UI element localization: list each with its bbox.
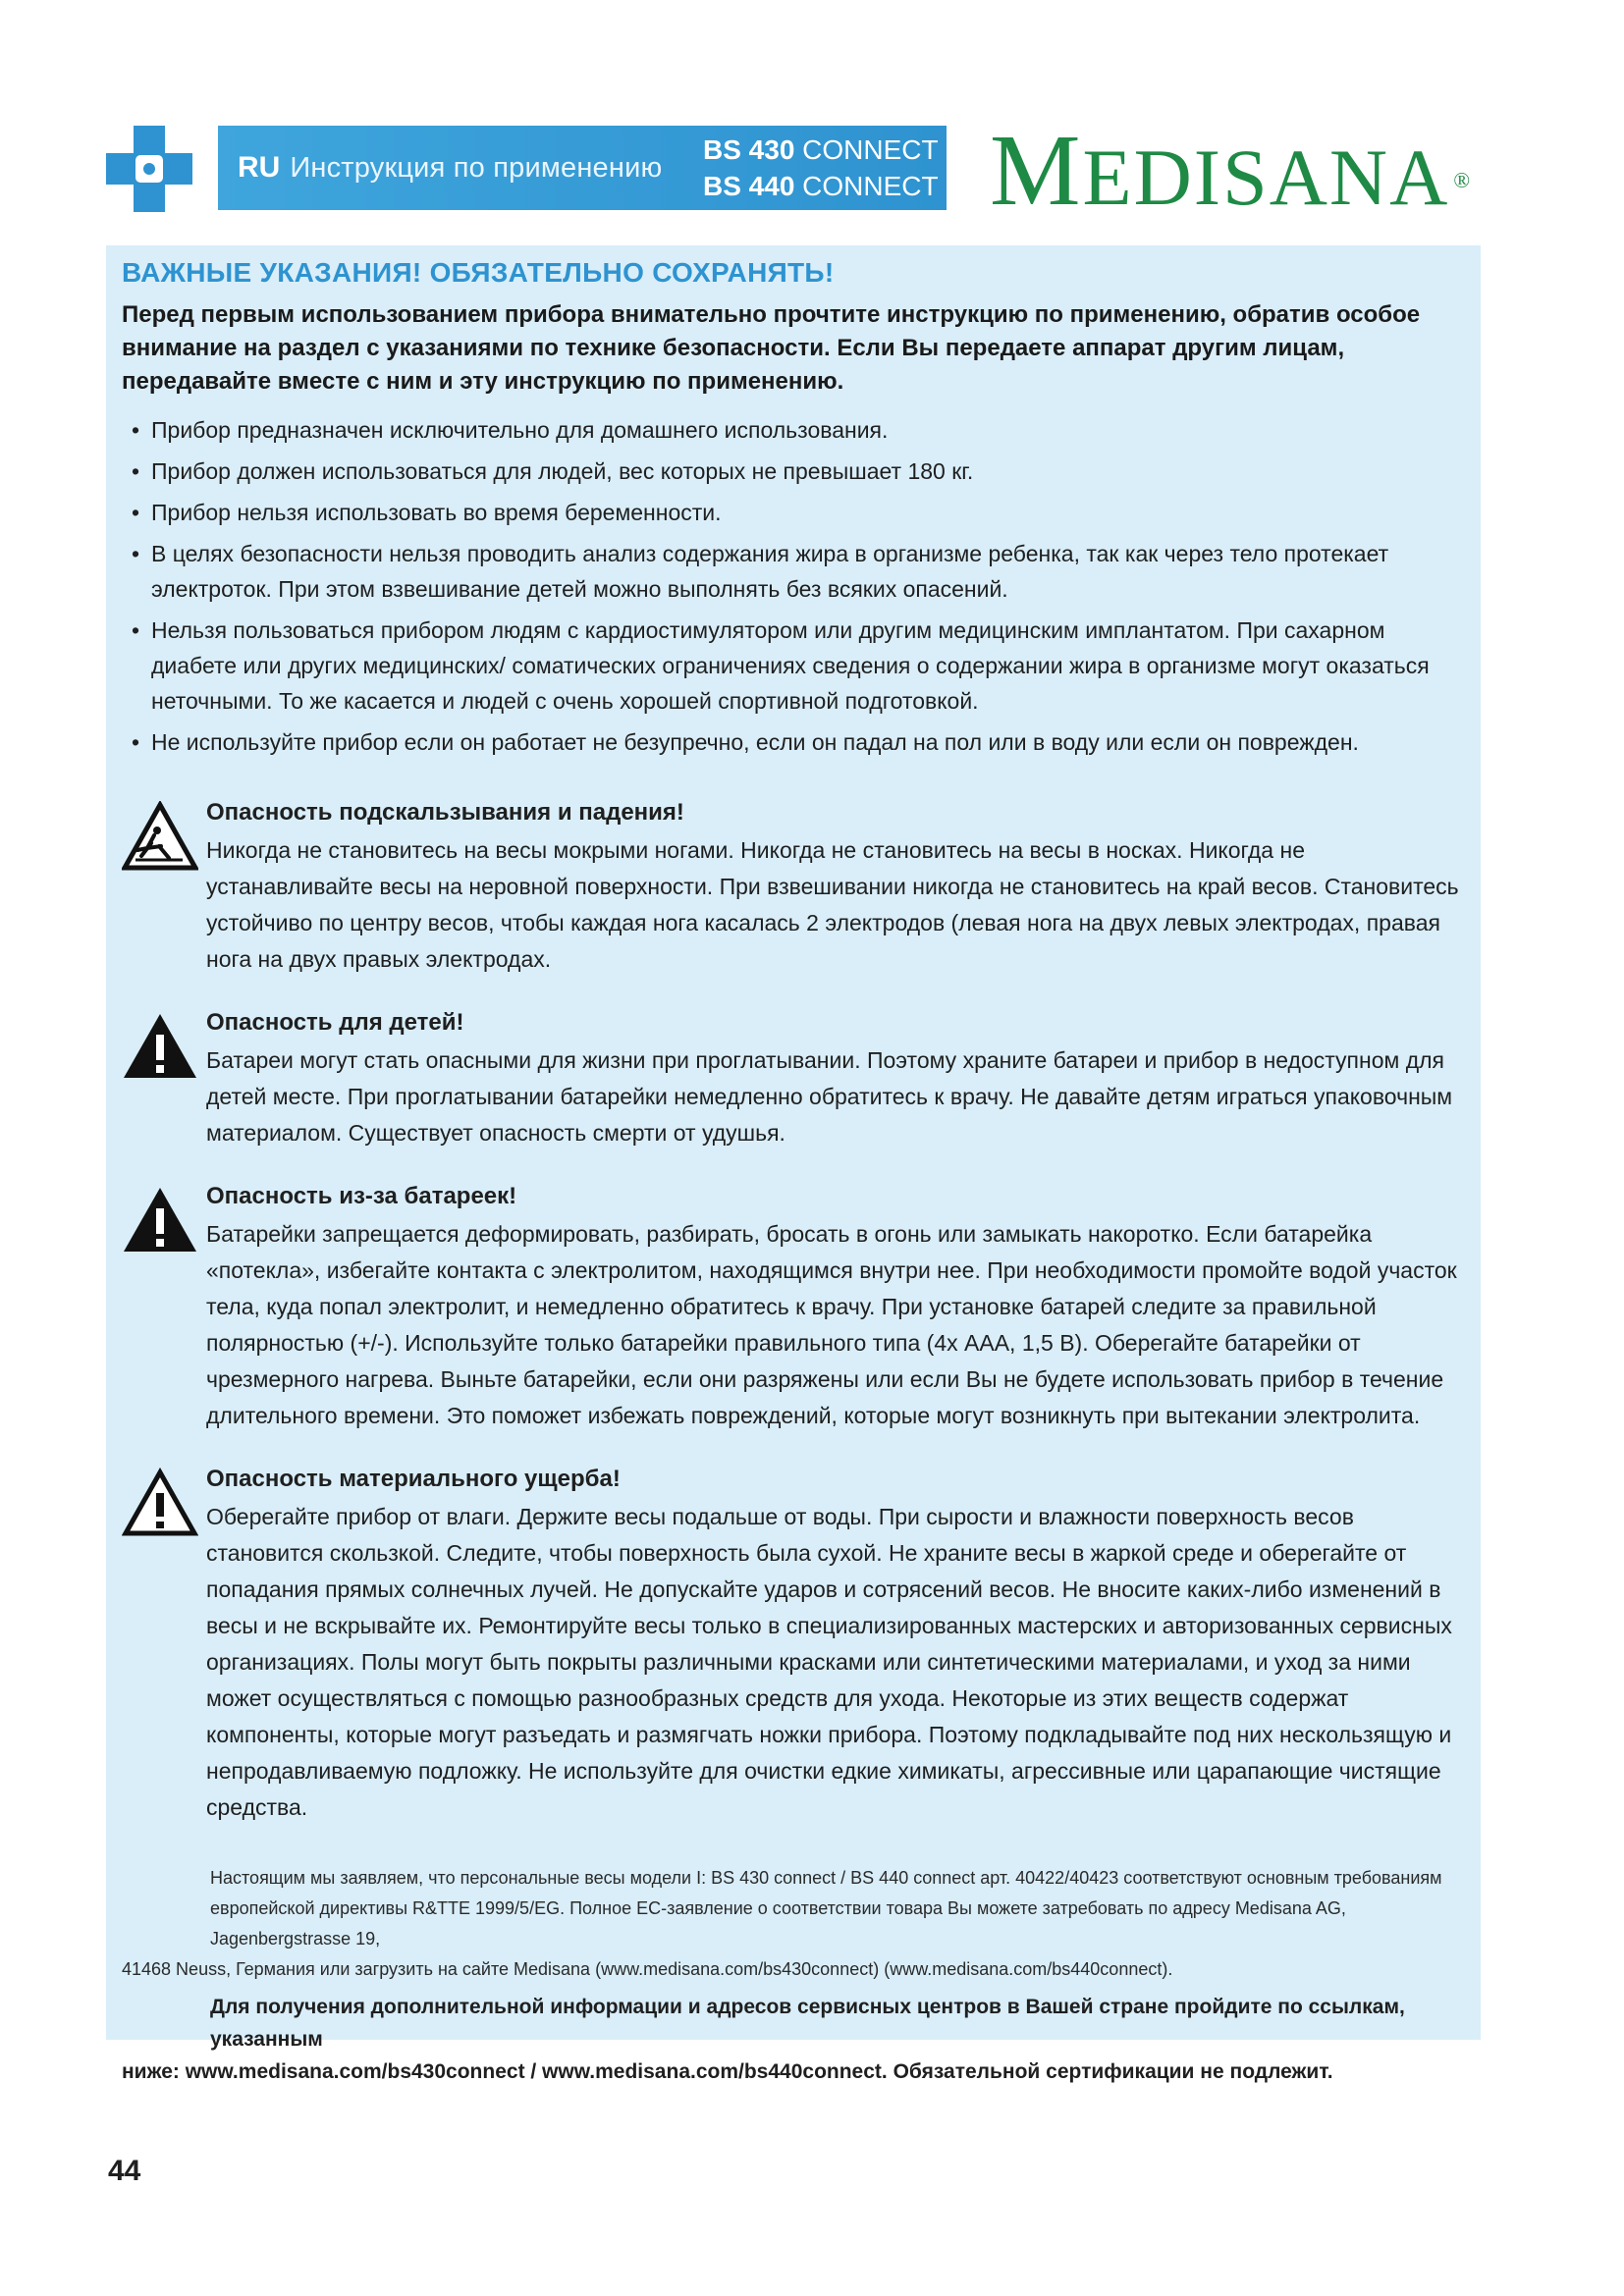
bullet-list [122,412,1469,760]
brand-logo: MEDISANA ® [990,114,1473,227]
title-banner [218,126,947,210]
warning-title: Опасность материального ущерба! [206,1466,621,1492]
warning-slip [122,797,1469,978]
model-line: BS 430 CONNECT [703,134,939,165]
slip-hazard-icon [122,801,198,872]
list-item: • В целях безопасности нельзя проводить анализ содержания жира в организме ребенка, так как через тело протекает электроток. При этом взвешивание детей можно выполнять без всяких опасений. [130,536,1469,607]
model-list [703,132,939,204]
list-item: • Прибор нельзя использовать во время беременности. [130,495,1469,530]
manual-title: Инструкция по применению [290,151,663,184]
header [106,114,1481,230]
warning-outline-icon [122,1468,198,1538]
declaration-line: Настоящим мы заявляем, что персональные весы модели I: BS 430 connect / BS 440 connect арт. 40422/40423 соответствуют основным требованиям [210,1868,1442,1888]
more-info-line: ниже: www.medisana.com/bs430connect / www.medisana.com/bs440connect. Обязательной сертификации не подлежит. [122,2060,1333,2083]
list-item: • Не используйте прибор если он работает не безупречно, если он падал на пол или в воду или если он поврежден. [130,724,1469,760]
warning-children [122,1007,1469,1151]
warning-title: Опасность для детей! [206,1009,464,1036]
medical-cross-logo-icon [106,126,192,212]
list-item: • Прибор предназначен исключительно для домашнего использования. [130,412,1469,448]
declaration [122,1863,1469,1985]
page-number: 44 [108,2155,141,2187]
list-item: • Прибор должен использоваться для людей, вес которых не превышает 180 кг. [130,454,1469,489]
warning-filled-icon [122,1011,198,1082]
declaration-line: европейской директивы R&TTE 1999/5/EG. Полное ЕС-заявление о соответствии товара Вы можете затребовать по адресу Medisana AG, Jagenbergstrasse 19, [210,1898,1346,1949]
warning-text: Батареи могут стать опасными для жизни при проглатывании. Поэтому храните батареи и прибор в недоступном для детей месте. При проглатывании батарейки немедленно обратитесь к врачу. Не давайте детям играться упаковочным материалом. Существует опасность смерти от удушья. [206,1047,1453,1146]
language-code: RU [238,151,281,184]
warning-text: Оберегайте прибор от влаги. Держите весы подальше от воды. При сырости и влажности поверхность весов становится скользкой. Следите, чтобы поверхность была сухой. Не храните весы в жаркой среде и оберегайте от попадания прямых солнечных лучей. Не допускайте ударов и сотрясений весов. Не вносите каких-либо изменений в весы и не вскрывайте их. Ремонтируйте весы только в специализированных мастерских и авторизованных сервисных организациях. Полы могут быть покрыты различными красками или синтетическими материалами, и уход за ними может осуществляться с помощью разнообразных средств для ухода. Некоторые из этих веществ содержат компоненты, которые могут разъедать и размягчать ножки прибора. Поэтому подкладывайте под них нескользящую и непродавливаемую подложку. Не используйте для очистки едкие химикаты, агрессивные или царапающие чистящие средства. [206,1504,1452,1820]
list-item: • Нельзя пользоваться прибором людям с кардиостимулятором или другим медицинским имплантатом. При сахарном диабете или других медицинских/ соматических ограничениях сведения о содержании жира в организме могут оказаться неточными. То же касается и людей с очень хорошей спортивной подготовкой. [130,613,1469,719]
warning-title: Опасность подскальзывания и падения! [206,799,684,826]
section-heading: ВАЖНЫЕ УКАЗАНИЯ! ОБЯЗАТЕЛЬНО СОХРАНЯТЬ! [122,257,835,288]
declaration-line: 41468 Neuss, Германия или загрузить на сайте Medisana (www.medisana.com/bs430connect) (www.medisana.com/bs440connect). [122,1959,1173,1979]
more-info [122,1991,1469,2088]
warning-text: Батарейки запрещается деформировать, разбирать, бросать в огонь или замыкать накоротко. Если батарейка «потекла», избегайте контакта с электролитом, находящимся внутри нее. При необходимости промойте водой участок тела, куда попал электролит, и немедленно обратитесь к врачу. При установке батарей следите за правильной полярностью (+/-). Используйте только батарейки правильного типа (4х AAA, 1,5 В). Оберегайте батарейки от чрезмерного нагрева. Выньте батарейки, если они разряжены или если Вы не будете использовать прибор в течение длительного времени. Это поможет избежать повреждений, которые могут возникнуть при вытекании электролита. [206,1221,1457,1428]
warning-batteries [122,1181,1469,1434]
warning-title: Опасность из-за батареек! [206,1183,517,1209]
more-info-line: Для получения дополнительной информации и адресов сервисных центров в Вашей стране пройдите по ссылкам, указанным [210,1996,1405,2051]
model-line: BS 440 CONNECT [703,171,939,201]
lead-paragraph: Перед первым использованием прибора внимательно прочтите инструкцию по применению, обратив особое внимание на раздел с указаниями по технике безопасности. Если Вы передаете аппарат другим лицам, передавайте вместе с ним и эту инструкцию по применению. [122,301,1421,395]
warning-property [122,1464,1469,1826]
safety-panel [106,245,1481,2083]
warning-text: Никогда не становитесь на весы мокрыми ногами. Никогда не становитесь на весы в носках. Никогда не устанавливайте весы на неровной поверхности. При взвешивании никогда не становитесь на край весов. Становитесь устойчиво по центру весов, чтобы каждая нога касалась 2 электродов (левая нога на двух левых электродах, правая нога на двух правых электродах. [206,837,1459,972]
warning-filled-icon [122,1185,198,1255]
